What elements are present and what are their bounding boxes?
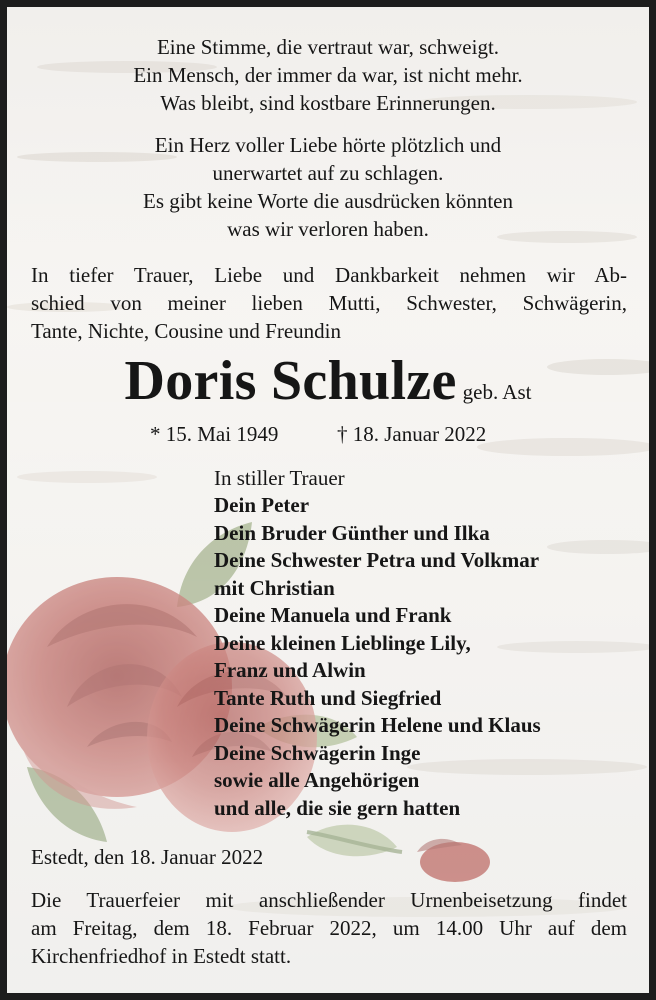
intro-line-2: schied von meiner lieben Mutti, Schwester, Schwägerin, [31,291,627,315]
mourner-line: Dein Peter [214,493,310,517]
poem-line-4: Ein Herz voller Liebe hörte plötzlich und [154,133,502,157]
mourner-line: sowie alle Angehörigen [214,768,420,792]
intro-line-1: In tiefer Trauer, Liebe und Dankbarkeit nehmen wir Ab- [31,263,627,287]
mourner-line: mit Christian [214,576,335,600]
poem-line-3: Was bleibt, sind kostbare Erinnerungen. [160,91,496,115]
poem-line-1: Eine Stimme, die vertraut war, schweigt. [156,35,500,59]
mourner-line: Deine Schwägerin Inge [214,741,421,765]
birth-name: geb. Ast [462,380,532,404]
mourner-line: Dein Bruder Günther und Ilka [214,521,490,545]
notice-content [7,7,649,993]
birth-date: * 15. Mai 1949 [150,422,279,446]
funeral-line-3: Kirchenfriedhof in Estedt statt. [31,944,292,968]
deceased-name: Doris Schulze [124,350,457,412]
intro-line-3: Tante, Nichte, Cousine und Freundin [31,319,341,343]
mourner-line: und alle, die sie gern hatten [214,796,461,820]
mourner-line: Deine Schwägerin Helene und Klaus [214,713,541,737]
mourner-line: Tante Ruth und Siegfried [214,686,442,710]
funeral-line-1: Die Trauerfeier mit anschließender Urnenbeisetzung findet [31,888,627,912]
mourner-line: Deine kleinen Lieblinge Lily, [214,631,471,655]
poem-line-6: Es gibt keine Worte die ausdrücken könnten [143,189,513,213]
mourners-heading: In stiller Trauer [214,466,345,490]
mourner-line: Franz und Alwin [214,658,366,682]
death-date: † 18. Januar 2022 [337,422,487,446]
mourner-line: Deine Schwester Petra und Volkmar [214,548,540,572]
mourner-line: Deine Manuela und Frank [214,603,452,627]
funeral-line-2: am Freitag, dem 18. Februar 2022, um 14.00 Uhr auf dem [31,916,627,940]
poem-line-2: Ein Mensch, der immer da war, ist nicht mehr. [133,63,523,87]
place-date: Estedt, den 18. Januar 2022 [31,845,264,869]
deceased-name-row [7,349,649,413]
poem-line-5: unerwartet auf zu schlagen. [212,161,444,185]
poem-line-7: was wir verloren haben. [227,217,429,241]
